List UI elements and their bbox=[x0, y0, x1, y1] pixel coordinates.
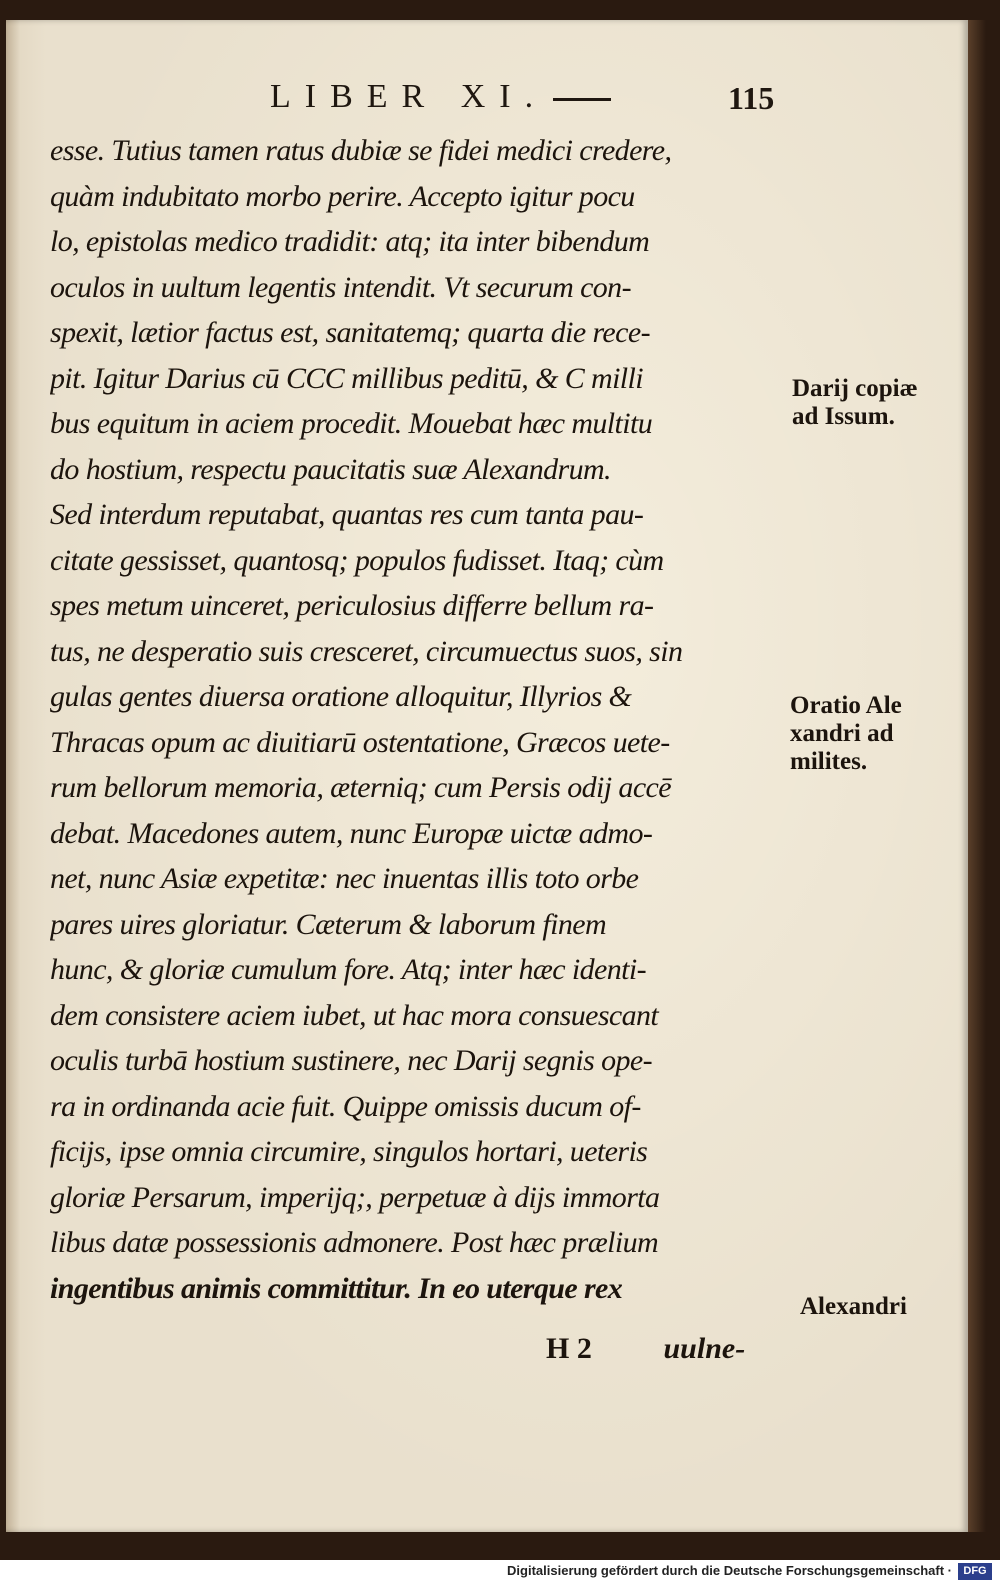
text-line: debat. Macedones autem, nunc Europæ uictæ admo- bbox=[50, 816, 653, 850]
page-number: 115 bbox=[728, 80, 775, 116]
text-line: gloriæ Persarum, imperijq;, perpetuæ à dijs immorta bbox=[50, 1180, 660, 1214]
margin-note-alexander bbox=[800, 1293, 907, 1321]
text-line: gulas gentes diuersa oratione alloquitur, Illyrios & bbox=[50, 680, 632, 713]
text-line: net, nunc Asiæ expetitæ: nec inuentas illis toto orbe bbox=[50, 862, 639, 895]
signature-mark: H 2 bbox=[546, 1332, 592, 1365]
margin-note-oration bbox=[790, 692, 902, 776]
text-line: quàm indubitato morbo perire. Accepto igitur pocu bbox=[50, 179, 635, 213]
margin-note-line: Darij copiæ bbox=[792, 375, 918, 402]
text-line: ficijs, ipse omnia circumire, singulos hortari, ueteris bbox=[50, 1135, 648, 1168]
dfg-logo: DFG bbox=[958, 1563, 992, 1580]
text-line: hunc, & gloriæ cumulum fore. Atq; inter hæc identi- bbox=[50, 953, 647, 986]
margin-note-line: xandri ad bbox=[790, 720, 894, 747]
text-line: do hostium, respectu paucitatis suæ Alexandrum. bbox=[50, 452, 611, 486]
text-line: citate gessisset, quantosq; populos fudisset. Itaq; cùm bbox=[50, 543, 664, 577]
text-line: libus datæ possessionis admonere. Post hæc prælium bbox=[50, 1226, 659, 1259]
running-title-text: LIBER XI. bbox=[270, 78, 548, 115]
text-line: dem consistere aciem iubet, ut hac mora consuescant bbox=[50, 998, 659, 1032]
text-line: oculos in uultum legentis intendit. Vt securum con- bbox=[50, 270, 631, 304]
text-line: Thracas opum ac diuitiarū ostentatione, Græcos uete- bbox=[50, 725, 670, 759]
text-line: spes metum uinceret, periculosius differre bellum ra- bbox=[50, 589, 654, 622]
main-text bbox=[50, 128, 780, 1311]
running-title bbox=[270, 78, 710, 118]
digitization-footer bbox=[0, 1560, 1000, 1584]
text-line: pares uires gloriatur. Cæterum & laborum finem bbox=[50, 907, 607, 941]
margin-note-darius-forces bbox=[792, 375, 918, 431]
text-line: bus equitum in aciem procedit. Mouebat hæc multitu bbox=[50, 407, 653, 440]
margin-note-line: Alexandri bbox=[800, 1293, 907, 1320]
margin-note-line: milites. bbox=[790, 748, 868, 775]
funding-credit: Digitalisierung gefördert durch die Deutsche Forschungsgemeinschaft · bbox=[507, 1563, 952, 1578]
signature-catchword-line bbox=[546, 1332, 786, 1376]
text-line: ingentibus animis committitur. In eo uterque rex bbox=[50, 1271, 623, 1305]
catchword: uulne- bbox=[663, 1332, 746, 1365]
head-rule bbox=[553, 98, 611, 101]
text-line: esse. Tutius tamen ratus dubiæ se fidei medici credere, bbox=[50, 134, 672, 167]
text-line: pit. Igitur Darius cū CCC millibus peditū, & C milli bbox=[50, 361, 644, 395]
text-line: rum bellorum memoria, æterniq; cum Persis odij accē bbox=[50, 771, 671, 804]
text-line: Sed interdum reputabat, quantas res cum tanta pau- bbox=[50, 498, 644, 531]
margin-note-line: ad Issum. bbox=[792, 403, 895, 430]
margin-note-line: Oratio Ale bbox=[790, 692, 902, 719]
text-line: tus, ne desperatio suis cresceret, circumuectus suos, sin bbox=[50, 634, 683, 668]
text-line: spexit, lætior factus est, sanitatemq; quarta die rece- bbox=[50, 316, 650, 349]
text-line: lo, epistolas medico tradidit: atq; ita inter bibendum bbox=[50, 225, 650, 258]
text-line: ra in ordinanda acie fuit. Quippe omissis ducum of- bbox=[50, 1089, 641, 1123]
text-line: oculis turbā hostium sustinere, nec Darij segnis ope- bbox=[50, 1044, 653, 1077]
page-edge-shadow bbox=[968, 20, 986, 1532]
